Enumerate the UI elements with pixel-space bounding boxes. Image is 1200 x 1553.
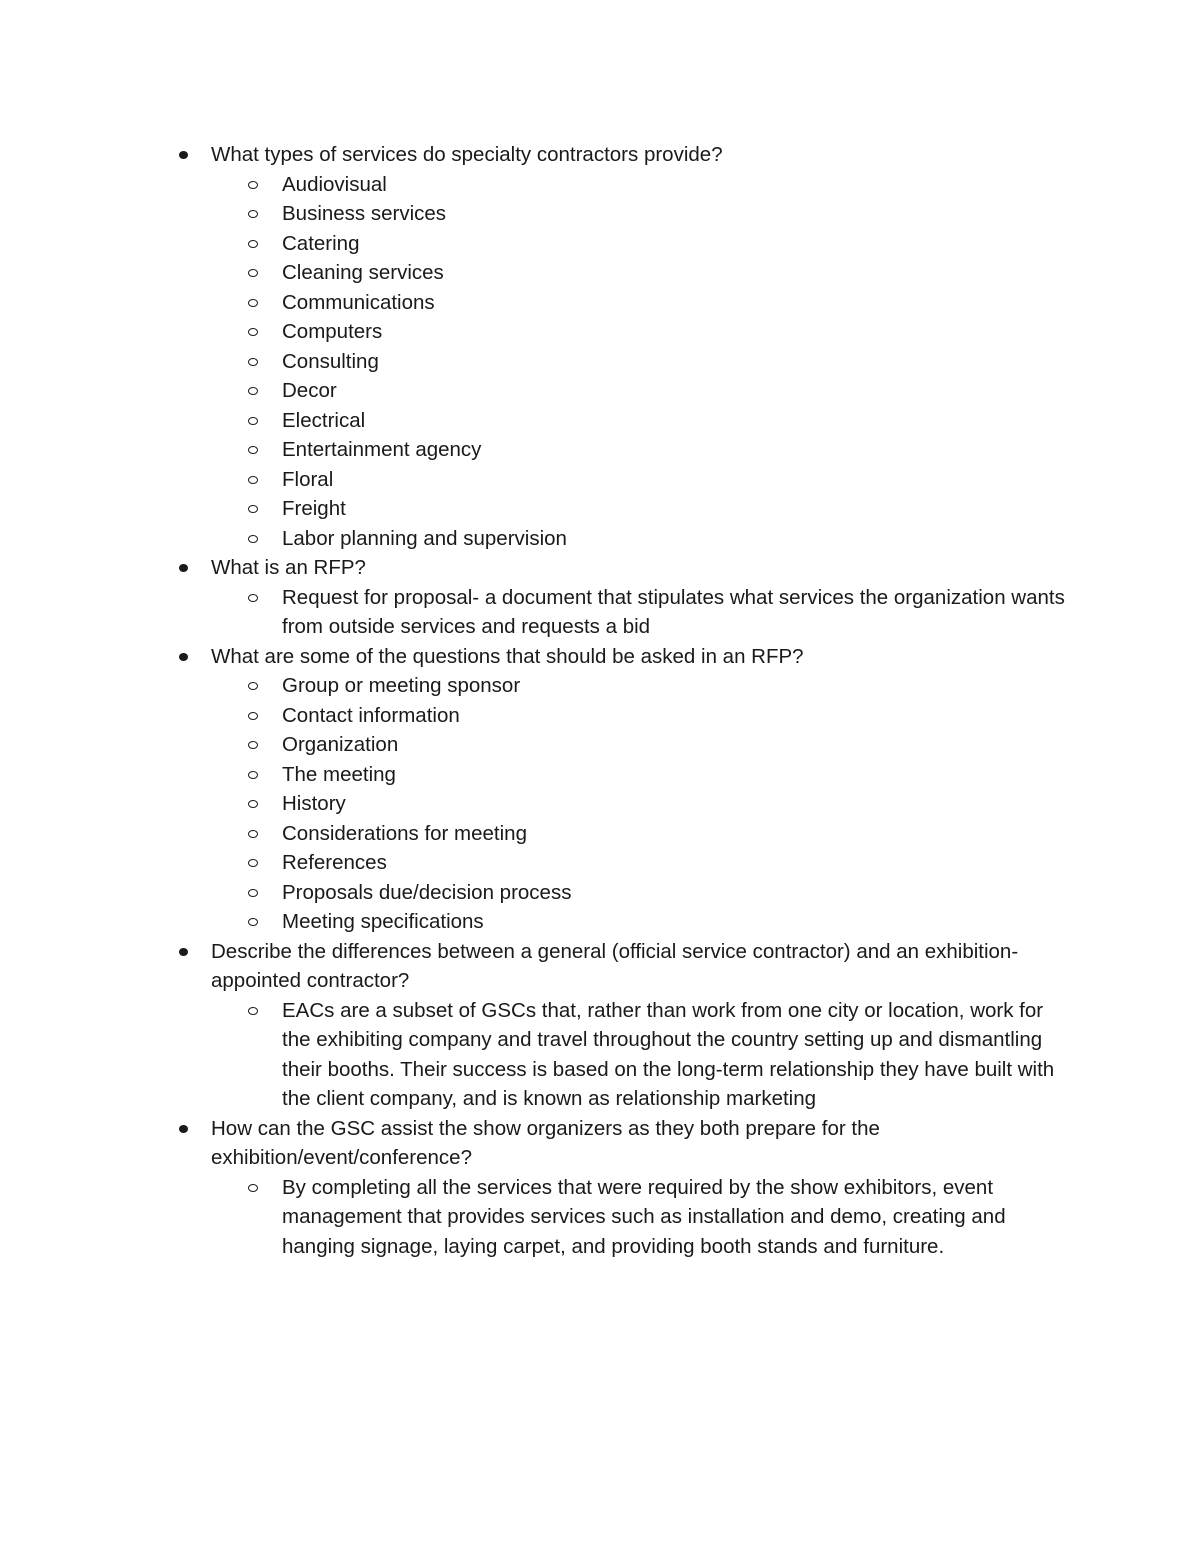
answer-text: Entertainment agency: [282, 438, 482, 461]
hollow-bullet-icon: [248, 771, 258, 779]
hollow-bullet-icon: [248, 328, 258, 336]
answer-item: [245, 199, 1074, 229]
answer-text: The meeting: [282, 762, 396, 786]
hollow-bullet-icon: [248, 800, 258, 808]
answer-item: [245, 1173, 1074, 1262]
question-text: Describe the differences between a general (official service contractor) and an exhibition-appointed contractor?: [211, 939, 1019, 992]
answer-text: Communications: [282, 290, 435, 314]
answer-item: [245, 878, 1074, 908]
hollow-bullet-icon: [248, 240, 258, 248]
answer-list: [174, 170, 1074, 554]
answer-item: [245, 317, 1074, 347]
question-item: [174, 642, 1074, 937]
question-text: How can the GSC assist the show organizers as they both prepare for the exhibition/event/conference?: [211, 1116, 880, 1169]
question-text: What is an RFP?: [211, 556, 366, 579]
answer-item: [245, 494, 1074, 524]
answer-item: [245, 907, 1074, 937]
answer-item: [245, 406, 1074, 436]
hollow-bullet-icon: [248, 830, 258, 838]
answer-text: Freight: [282, 497, 346, 520]
answer-item: [245, 701, 1074, 731]
answer-item: [245, 789, 1074, 819]
answer-text: Audiovisual: [282, 172, 387, 196]
answer-item: [245, 258, 1074, 288]
hollow-bullet-icon: [248, 358, 258, 366]
answer-list: [174, 671, 1074, 937]
answer-text: Request for proposal- a document that stipulates what services the organization wants from outside services and requests a bid: [282, 585, 1065, 638]
answer-item: [245, 524, 1074, 554]
hollow-bullet-icon: [248, 741, 258, 749]
answer-text: Contact information: [282, 703, 460, 727]
answer-text: Catering: [282, 231, 360, 255]
filled-bullet-icon: [179, 151, 188, 159]
question-list: [174, 140, 1074, 1261]
hollow-bullet-icon: [248, 859, 258, 867]
answer-item: [245, 996, 1074, 1114]
answer-item: [245, 848, 1074, 878]
question-item: [174, 140, 1074, 553]
hollow-bullet-icon: [248, 210, 258, 218]
answer-item: [245, 288, 1074, 318]
question-text: What types of services do specialty contractors provide?: [211, 143, 723, 166]
hollow-bullet-icon: [248, 1007, 258, 1015]
hollow-bullet-icon: [248, 594, 258, 602]
answer-text: Business services: [282, 202, 447, 225]
answer-text: Electrical: [282, 408, 366, 432]
hollow-bullet-icon: [248, 682, 258, 690]
answer-item: [245, 347, 1074, 377]
answer-text: Computers: [282, 320, 383, 343]
answer-item: [245, 730, 1074, 760]
hollow-bullet-icon: [248, 535, 258, 543]
answer-list: [174, 1173, 1074, 1262]
hollow-bullet-icon: [248, 505, 258, 513]
answer-text: Meeting specifications: [282, 910, 484, 933]
hollow-bullet-icon: [248, 1184, 258, 1192]
answer-text: Group or meeting sponsor: [282, 674, 521, 697]
hollow-bullet-icon: [248, 446, 258, 454]
hollow-bullet-icon: [248, 299, 258, 307]
answer-text: Decor: [282, 379, 337, 402]
answer-item: [245, 671, 1074, 701]
hollow-bullet-icon: [248, 889, 258, 897]
answer-text: Proposals due/decision process: [282, 880, 572, 904]
hollow-bullet-icon: [248, 269, 258, 277]
answer-item: [245, 170, 1074, 200]
filled-bullet-icon: [179, 948, 188, 956]
question-item: [174, 1114, 1074, 1262]
answer-text: Organization: [282, 733, 399, 756]
answer-text: Floral: [282, 467, 334, 491]
answer-text: Labor planning and supervision: [282, 526, 567, 550]
answer-item: [245, 435, 1074, 465]
hollow-bullet-icon: [248, 417, 258, 425]
answer-text: By completing all the services that were required by the show exhibitors, event management that provides services such as installation and demo, creating and hanging signage, laying carpet, and providing booth stands and furniture.: [282, 1175, 1006, 1258]
hollow-bullet-icon: [248, 181, 258, 189]
answer-text: Cleaning services: [282, 261, 444, 284]
filled-bullet-icon: [179, 1125, 188, 1133]
answer-text: EACs are a subset of GSCs that, rather than work from one city or location, work for the exhibiting company and travel throughout the country setting up and dismantling their booths. Their success is based on the long-term relationship they have built with the client company, and is known as relationship marketing: [282, 998, 1055, 1110]
answer-item: [245, 376, 1074, 406]
question-item: [174, 937, 1074, 1114]
hollow-bullet-icon: [248, 918, 258, 926]
hollow-bullet-icon: [248, 712, 258, 720]
answer-list: [174, 996, 1074, 1114]
answer-item: [245, 465, 1074, 495]
answer-text: Considerations for meeting: [282, 821, 527, 845]
filled-bullet-icon: [179, 653, 188, 661]
answer-text: History: [282, 792, 346, 815]
hollow-bullet-icon: [248, 387, 258, 395]
answer-item: [245, 229, 1074, 259]
answer-item: [245, 760, 1074, 790]
question-item: [174, 553, 1074, 642]
answer-text: References: [282, 851, 387, 874]
answer-text: Consulting: [282, 349, 379, 373]
answer-list: [174, 583, 1074, 642]
hollow-bullet-icon: [248, 476, 258, 484]
filled-bullet-icon: [179, 564, 188, 572]
answer-item: [245, 819, 1074, 849]
answer-item: [245, 583, 1074, 642]
question-text: What are some of the questions that should be asked in an RFP?: [211, 644, 804, 668]
